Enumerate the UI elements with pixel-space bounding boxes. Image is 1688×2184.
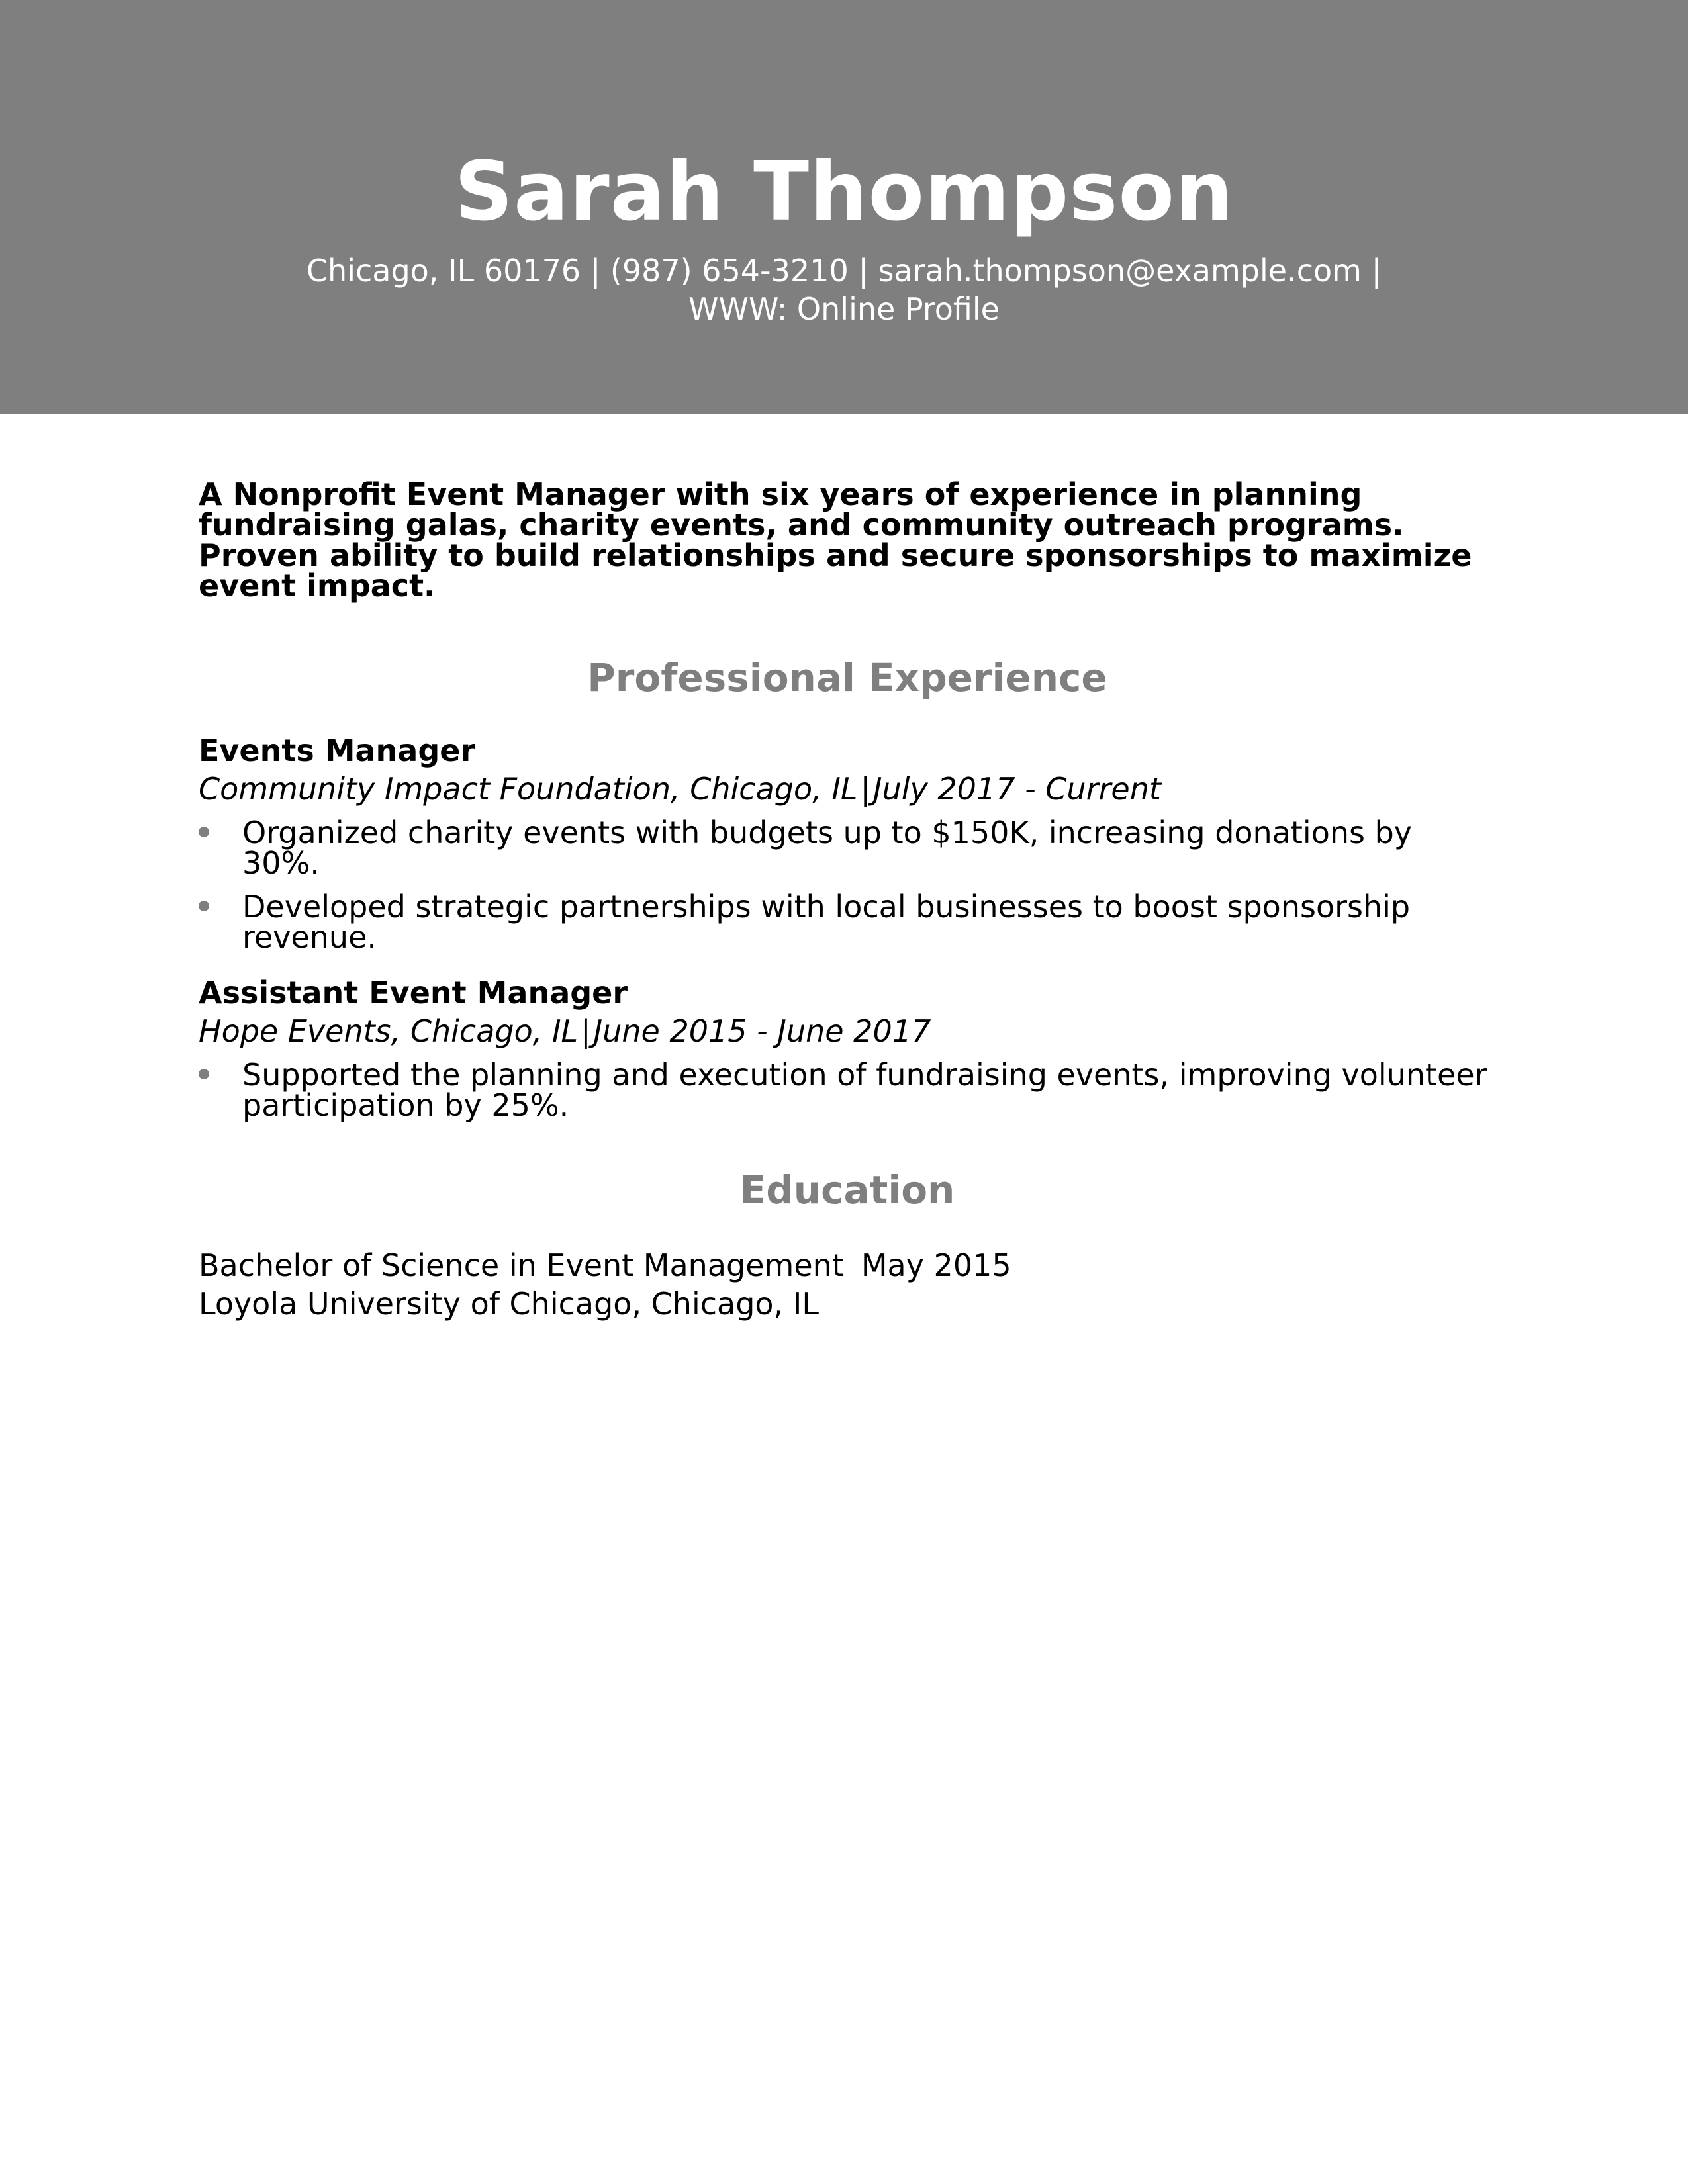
- job-bullets: [199, 815, 1496, 955]
- job-company: Community Impact Foundation, Chicago, IL: [199, 771, 858, 807]
- job-separator: |: [860, 771, 871, 807]
- bullet-icon: [199, 901, 209, 911]
- candidate-name: Sarah Thompson: [454, 145, 1234, 240]
- job-title: Events Manager: [199, 733, 476, 768]
- job-company: Hope Events, Chicago, IL: [199, 1013, 579, 1049]
- resume-body: [199, 479, 1496, 1323]
- job-bullet-text: Developed strategic partnerships with local businesses to boost sponsorship revenue.: [242, 889, 1411, 955]
- job-bullet: [199, 889, 1496, 955]
- contact-info: [0, 251, 1688, 328]
- job-entry: [199, 731, 1496, 955]
- job-dates: June 2015 - June 2017: [593, 1013, 931, 1049]
- bullet-icon: [199, 827, 209, 837]
- job-meta: [199, 770, 1496, 808]
- job-bullet: [199, 1057, 1496, 1123]
- job-dates: July 2017 - Current: [873, 771, 1161, 807]
- job-bullet-text: Supported the planning and execution of fundraising events, improving volunteer participation by 25%.: [242, 1057, 1487, 1123]
- contact-line-2: WWW: Online Profile: [688, 291, 1000, 327]
- education-date: May 2015: [861, 1248, 1011, 1283]
- job-title: Assistant Event Manager: [199, 975, 628, 1011]
- education-section-title: Education: [739, 1167, 955, 1212]
- job-meta: [199, 1012, 1496, 1050]
- education-degree-line: [199, 1246, 1496, 1285]
- resume-header: [0, 0, 1688, 414]
- education-degree: Bachelor of Science in Event Management: [199, 1248, 844, 1283]
- professional-summary: A Nonprofit Event Manager with six years of experience in planning fundraising galas, charity events, and community outreach programs. Proven ability to build relationships and secure sponsorships to maximize event impact.: [199, 477, 1472, 604]
- job-bullets: [199, 1057, 1496, 1123]
- bullet-icon: [199, 1069, 209, 1079]
- job-bullet-text: Organized charity events with budgets up to $150K, increasing donations by 30%.: [242, 815, 1413, 881]
- experience-section-title: Professional Experience: [587, 655, 1107, 700]
- job-separator: |: [581, 1013, 591, 1049]
- job-bullet: [199, 815, 1496, 881]
- contact-line-1: Chicago, IL 60176 | (987) 654-3210 | sarah.thompson@example.com |: [306, 253, 1382, 289]
- education-school: Loyola University of Chicago, Chicago, IL: [199, 1286, 819, 1322]
- job-entry: [199, 974, 1496, 1123]
- education-entry: [199, 1246, 1496, 1323]
